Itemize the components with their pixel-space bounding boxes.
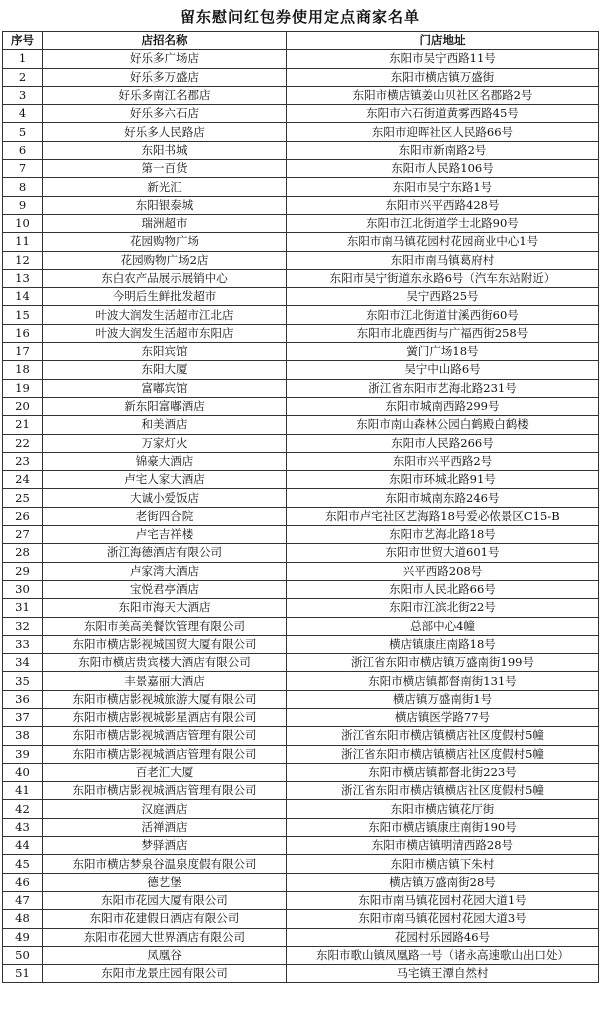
row-index: 22 bbox=[3, 434, 43, 452]
table-row bbox=[3, 123, 599, 141]
table-row bbox=[3, 526, 599, 544]
row-index: 15 bbox=[3, 306, 43, 324]
store-name: 叶波大润发生活超市东阳店 bbox=[43, 324, 287, 342]
store-name: 东阳市横店影视城酒店管理有限公司 bbox=[43, 727, 287, 745]
row-index: 29 bbox=[3, 562, 43, 580]
table-row bbox=[3, 818, 599, 836]
table-row bbox=[3, 361, 599, 379]
store-name: 东阳书城 bbox=[43, 141, 287, 159]
table-row bbox=[3, 928, 599, 946]
table-row bbox=[3, 160, 599, 178]
store-name: 瑞洲超市 bbox=[43, 214, 287, 232]
store-address: 兴平西路208号 bbox=[287, 562, 599, 580]
table-row bbox=[3, 178, 599, 196]
store-name: 好乐多六石店 bbox=[43, 105, 287, 123]
store-name: 新光汇 bbox=[43, 178, 287, 196]
row-index: 18 bbox=[3, 361, 43, 379]
store-address: 东阳市艺海北路18号 bbox=[287, 526, 599, 544]
table-row bbox=[3, 269, 599, 287]
row-index: 11 bbox=[3, 233, 43, 251]
table-row bbox=[3, 946, 599, 964]
table-row bbox=[3, 251, 599, 269]
row-index: 28 bbox=[3, 544, 43, 562]
store-name: 东阳市横店梦泉谷温泉度假有限公司 bbox=[43, 855, 287, 873]
store-address: 东阳市卢宅社区艺海路18号爱必侬景区C15-B bbox=[287, 507, 599, 525]
store-name: 花园购物广场 bbox=[43, 233, 287, 251]
store-address: 浙江省东阳市艺海北路231号 bbox=[287, 379, 599, 397]
table-row bbox=[3, 965, 599, 983]
row-index: 1 bbox=[3, 50, 43, 68]
store-address: 东阳市横店镇下朱村 bbox=[287, 855, 599, 873]
store-name: 和美酒店 bbox=[43, 416, 287, 434]
store-name: 东阳市横店影视城影星酒店有限公司 bbox=[43, 708, 287, 726]
column-header-address: 门店地址 bbox=[287, 32, 599, 50]
store-name: 卢宅吉祥楼 bbox=[43, 526, 287, 544]
store-address: 东阳市南马镇花园村花园大道3号 bbox=[287, 910, 599, 928]
store-address: 东阳市横店镇都督北街223号 bbox=[287, 763, 599, 781]
table-body bbox=[3, 50, 599, 983]
store-name: 老街四合院 bbox=[43, 507, 287, 525]
store-name: 花园购物广场2店 bbox=[43, 251, 287, 269]
table-row bbox=[3, 68, 599, 86]
table-row bbox=[3, 471, 599, 489]
store-address: 东阳市吴宁街道东永路6号（汽车东站附近） bbox=[287, 269, 599, 287]
store-address: 东阳市江滨北街22号 bbox=[287, 599, 599, 617]
store-address: 东阳市歌山镇凤凰路一号（诸永高速歌山出口处） bbox=[287, 946, 599, 964]
store-address: 东阳市南马镇葛府村 bbox=[287, 251, 599, 269]
table-row bbox=[3, 672, 599, 690]
store-address: 东阳市吴宁西路11号 bbox=[287, 50, 599, 68]
table-row bbox=[3, 763, 599, 781]
store-address: 横店镇万盛南街28号 bbox=[287, 873, 599, 891]
store-name: 东阳宾馆 bbox=[43, 343, 287, 361]
store-name: 梦驿酒店 bbox=[43, 837, 287, 855]
table-row bbox=[3, 489, 599, 507]
store-address: 东阳市横店镇姜山贝社区名郡路2号 bbox=[287, 86, 599, 104]
table-header-row bbox=[3, 32, 599, 50]
store-name: 今明后生鲜批发超市 bbox=[43, 288, 287, 306]
table-row bbox=[3, 105, 599, 123]
row-index: 20 bbox=[3, 397, 43, 415]
store-address: 横店镇医学路77号 bbox=[287, 708, 599, 726]
row-index: 40 bbox=[3, 763, 43, 781]
table-row bbox=[3, 379, 599, 397]
store-name: 东阳市横店影视城酒店管理有限公司 bbox=[43, 782, 287, 800]
store-address: 东阳市横店镇康庄南街190号 bbox=[287, 818, 599, 836]
row-index: 3 bbox=[3, 86, 43, 104]
store-address: 东阳市横店镇都督南街131号 bbox=[287, 672, 599, 690]
table-row bbox=[3, 580, 599, 598]
row-index: 43 bbox=[3, 818, 43, 836]
store-name: 好乐多南江名郡店 bbox=[43, 86, 287, 104]
store-name: 东阳市美高美餐饮管理有限公司 bbox=[43, 617, 287, 635]
store-name: 东阳银泰城 bbox=[43, 196, 287, 214]
store-address: 东阳市南马镇花园村花园大道1号 bbox=[287, 891, 599, 909]
store-address: 吴宁西路25号 bbox=[287, 288, 599, 306]
row-index: 49 bbox=[3, 928, 43, 946]
row-index: 5 bbox=[3, 123, 43, 141]
table-row bbox=[3, 507, 599, 525]
store-name: 好乐多广场店 bbox=[43, 50, 287, 68]
row-index: 50 bbox=[3, 946, 43, 964]
store-name: 新东阳富嘟酒店 bbox=[43, 397, 287, 415]
document-title: 留东慰问红包券使用定点商家名单 bbox=[179, 8, 420, 26]
row-index: 45 bbox=[3, 855, 43, 873]
table-row bbox=[3, 745, 599, 763]
table-row bbox=[3, 288, 599, 306]
table-row bbox=[3, 727, 599, 745]
row-index: 51 bbox=[3, 965, 43, 983]
table-row bbox=[3, 800, 599, 818]
row-index: 41 bbox=[3, 782, 43, 800]
store-address: 东阳市吴宁东路1号 bbox=[287, 178, 599, 196]
row-index: 4 bbox=[3, 105, 43, 123]
row-index: 12 bbox=[3, 251, 43, 269]
row-index: 24 bbox=[3, 471, 43, 489]
store-address: 东阳市江北街道学士北路90号 bbox=[287, 214, 599, 232]
store-address: 东阳市横店镇明清西路28号 bbox=[287, 837, 599, 855]
row-index: 10 bbox=[3, 214, 43, 232]
column-header-store-name: 店招名称 bbox=[43, 32, 287, 50]
store-name: 东阳市花园大世界酒店有限公司 bbox=[43, 928, 287, 946]
row-index: 35 bbox=[3, 672, 43, 690]
row-index: 36 bbox=[3, 690, 43, 708]
table-row bbox=[3, 434, 599, 452]
store-name: 东阳市龙景庄园有限公司 bbox=[43, 965, 287, 983]
column-header-index: 序号 bbox=[3, 32, 43, 50]
store-address: 横店镇康庄南路18号 bbox=[287, 635, 599, 653]
store-name: 东阳市横店影视城国贸大厦有限公司 bbox=[43, 635, 287, 653]
row-index: 6 bbox=[3, 141, 43, 159]
table-row bbox=[3, 782, 599, 800]
row-index: 31 bbox=[3, 599, 43, 617]
table-row bbox=[3, 306, 599, 324]
row-index: 37 bbox=[3, 708, 43, 726]
row-index: 7 bbox=[3, 160, 43, 178]
store-name: 东阳市海天大酒店 bbox=[43, 599, 287, 617]
row-index: 30 bbox=[3, 580, 43, 598]
store-name: 东阳市花园大厦有限公司 bbox=[43, 891, 287, 909]
store-name: 宝悦君亭酒店 bbox=[43, 580, 287, 598]
table-row bbox=[3, 837, 599, 855]
table-row bbox=[3, 891, 599, 909]
store-address: 东阳市横店镇花厅街 bbox=[287, 800, 599, 818]
store-address: 东阳市六石街道黄雾西路45号 bbox=[287, 105, 599, 123]
store-name: 第一百货 bbox=[43, 160, 287, 178]
row-index: 14 bbox=[3, 288, 43, 306]
row-index: 34 bbox=[3, 654, 43, 672]
merchant-table bbox=[2, 31, 599, 983]
row-index: 8 bbox=[3, 178, 43, 196]
row-index: 19 bbox=[3, 379, 43, 397]
store-name: 锦豪大酒店 bbox=[43, 452, 287, 470]
store-address: 东阳市南马镇花园村花园商业中心1号 bbox=[287, 233, 599, 251]
store-address: 横店镇万盛南街1号 bbox=[287, 690, 599, 708]
row-index: 17 bbox=[3, 343, 43, 361]
table-row bbox=[3, 910, 599, 928]
store-name: 德艺堡 bbox=[43, 873, 287, 891]
store-name: 好乐多人民路店 bbox=[43, 123, 287, 141]
store-address: 东阳市人民路266号 bbox=[287, 434, 599, 452]
store-address: 东阳市城南西路299号 bbox=[287, 397, 599, 415]
row-index: 48 bbox=[3, 910, 43, 928]
table-row bbox=[3, 617, 599, 635]
store-name: 东阳市花建假日酒店有限公司 bbox=[43, 910, 287, 928]
row-index: 13 bbox=[3, 269, 43, 287]
table-row bbox=[3, 635, 599, 653]
table-row bbox=[3, 544, 599, 562]
store-address: 黉门广场18号 bbox=[287, 343, 599, 361]
store-name: 东阳市横店影视城酒店管理有限公司 bbox=[43, 745, 287, 763]
store-address: 东阳市人民北路66号 bbox=[287, 580, 599, 598]
row-index: 39 bbox=[3, 745, 43, 763]
row-index: 9 bbox=[3, 196, 43, 214]
store-address: 东阳市南山森林公园白鹤殿白鹤楼 bbox=[287, 416, 599, 434]
table-row bbox=[3, 452, 599, 470]
store-name: 浙江海德酒店有限公司 bbox=[43, 544, 287, 562]
store-address: 东阳市人民路106号 bbox=[287, 160, 599, 178]
store-address: 浙江省东阳市横店镇万盛南街199号 bbox=[287, 654, 599, 672]
table-row bbox=[3, 324, 599, 342]
row-index: 44 bbox=[3, 837, 43, 855]
store-name: 卢宅人家大酒店 bbox=[43, 471, 287, 489]
store-address: 东阳市横店镇万盛街 bbox=[287, 68, 599, 86]
row-index: 23 bbox=[3, 452, 43, 470]
table-row bbox=[3, 86, 599, 104]
store-address: 浙江省东阳市横店镇横店社区度假村5幢 bbox=[287, 745, 599, 763]
table-row bbox=[3, 654, 599, 672]
store-address: 浙江省东阳市横店镇横店社区度假村5幢 bbox=[287, 727, 599, 745]
row-index: 42 bbox=[3, 800, 43, 818]
store-address: 总部中心4幢 bbox=[287, 617, 599, 635]
table-row bbox=[3, 562, 599, 580]
row-index: 21 bbox=[3, 416, 43, 434]
row-index: 27 bbox=[3, 526, 43, 544]
row-index: 32 bbox=[3, 617, 43, 635]
store-name: 凤凰谷 bbox=[43, 946, 287, 964]
row-index: 33 bbox=[3, 635, 43, 653]
store-address: 东阳市兴平西路2号 bbox=[287, 452, 599, 470]
table-row bbox=[3, 397, 599, 415]
store-address: 东阳市环城北路91号 bbox=[287, 471, 599, 489]
row-index: 26 bbox=[3, 507, 43, 525]
store-address: 东阳市世贸大道601号 bbox=[287, 544, 599, 562]
store-address: 东阳市兴平西路428号 bbox=[287, 196, 599, 214]
store-name: 大诚小爱饭店 bbox=[43, 489, 287, 507]
store-name: 叶波大润发生活超市江北店 bbox=[43, 306, 287, 324]
store-name: 东白农产品展示展销中心 bbox=[43, 269, 287, 287]
store-name: 东阳市横店影视城旅游大厦有限公司 bbox=[43, 690, 287, 708]
table-row bbox=[3, 50, 599, 68]
table-row bbox=[3, 416, 599, 434]
store-name: 百老汇大厦 bbox=[43, 763, 287, 781]
store-address: 吴宁中山路6号 bbox=[287, 361, 599, 379]
store-address: 马宅镇王潭自然村 bbox=[287, 965, 599, 983]
store-address: 浙江省东阳市横店镇横店社区度假村5幢 bbox=[287, 782, 599, 800]
store-address: 东阳市江北街道甘溪西街60号 bbox=[287, 306, 599, 324]
table-row bbox=[3, 214, 599, 232]
row-index: 47 bbox=[3, 891, 43, 909]
store-name: 丰景嘉丽大酒店 bbox=[43, 672, 287, 690]
store-address: 东阳市城南东路246号 bbox=[287, 489, 599, 507]
store-address: 东阳市新南路2号 bbox=[287, 141, 599, 159]
store-name: 好乐多万盛店 bbox=[43, 68, 287, 86]
table-row bbox=[3, 599, 599, 617]
row-index: 25 bbox=[3, 489, 43, 507]
row-index: 46 bbox=[3, 873, 43, 891]
store-name: 万家灯火 bbox=[43, 434, 287, 452]
table-row bbox=[3, 690, 599, 708]
store-address: 东阳市迎晖社区人民路66号 bbox=[287, 123, 599, 141]
table-row bbox=[3, 873, 599, 891]
store-name: 富嘟宾馆 bbox=[43, 379, 287, 397]
table-row bbox=[3, 233, 599, 251]
table-row bbox=[3, 196, 599, 214]
store-address: 东阳市北鹿西街与广福西街258号 bbox=[287, 324, 599, 342]
table-row bbox=[3, 141, 599, 159]
table-row bbox=[3, 855, 599, 873]
store-name: 卢家湾大酒店 bbox=[43, 562, 287, 580]
store-name: 活禅酒店 bbox=[43, 818, 287, 836]
row-index: 38 bbox=[3, 727, 43, 745]
row-index: 2 bbox=[3, 68, 43, 86]
store-address: 花园村乐园路46号 bbox=[287, 928, 599, 946]
store-name: 东阳大厦 bbox=[43, 361, 287, 379]
table-row bbox=[3, 343, 599, 361]
store-name: 东阳市横店贵宾楼大酒店有限公司 bbox=[43, 654, 287, 672]
row-index: 16 bbox=[3, 324, 43, 342]
store-name: 汉庭酒店 bbox=[43, 800, 287, 818]
table-row bbox=[3, 708, 599, 726]
